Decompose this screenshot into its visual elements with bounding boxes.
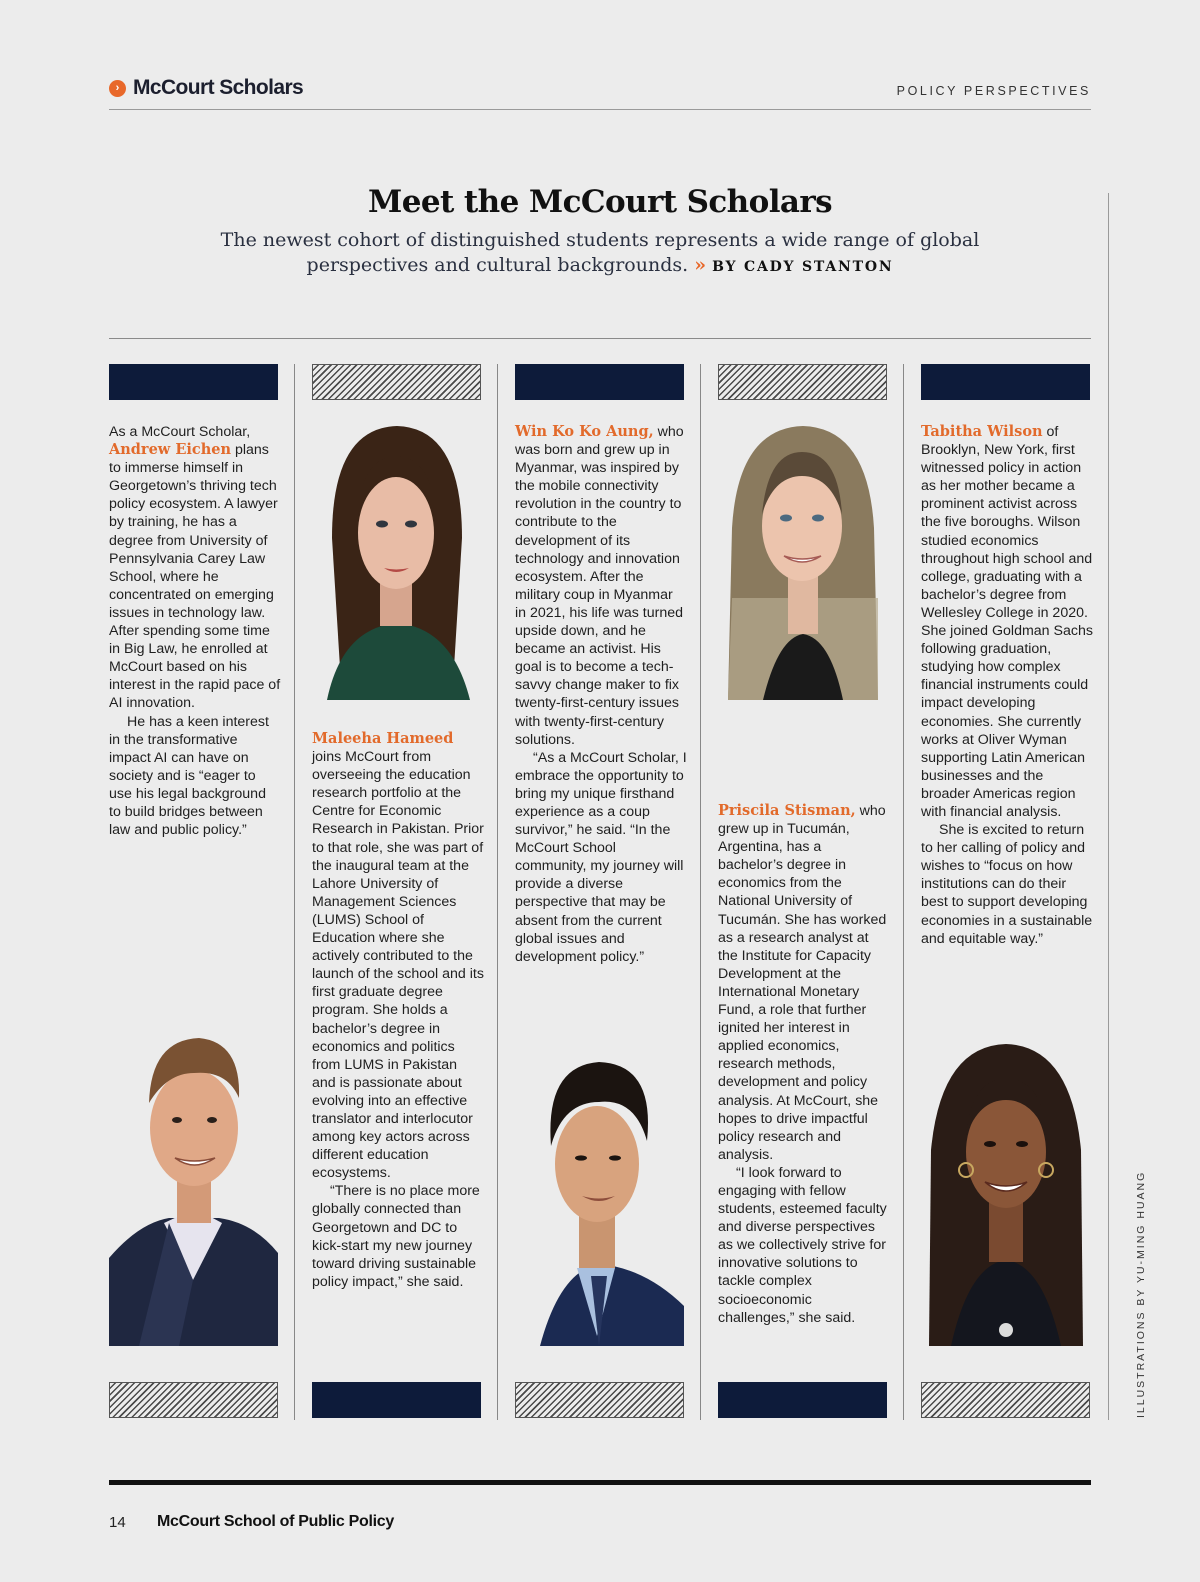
- portrait-tabitha-wilson: [921, 1040, 1090, 1346]
- bio-quote: “As a McCourt Scholar, I embrace the opportunity to bring my unique firsthand experience as a coup survivor,” he said. “In the McCourt School community, my journey will provide a diverse perspective that may be absent from the current global issues and development policy.”: [515, 749, 687, 965]
- bio-quote: She is excited to return to her calling of policy and wishes to “focus on how institutions can do their best to support developing economies in a sustainable and equitable way.”: [921, 822, 1093, 947]
- scholar-bio-win-ko-ko-aung: [515, 423, 687, 966]
- bio-quote: “I look forward to engaging with fellow students, esteemed faculty and diverse perspectives as we collectively strive for innovative solutions to tackle complex socioeconomic challenges,” she said.: [718, 1164, 887, 1326]
- column-bar-solid: [515, 364, 684, 400]
- column-divider: [903, 364, 904, 1420]
- column-bar-hatched: [109, 1382, 278, 1418]
- scholar-bio-andrew-eichen: [109, 423, 281, 839]
- right-margin-rule: [1108, 193, 1109, 1420]
- bio-text: plans to immerse himself in Georgetown’s thriving tech policy ecosystem. A lawyer by training, he has a degree from University of Pennsylvania Carey Law School, where he concentrated on emerging issues in technology law. After spending some time in Big Law, he enrolled at McCourt based on his interest in the rapid pace of AI innovation.: [109, 442, 281, 712]
- section-label: POLICY PERSPECTIVES: [896, 84, 1091, 98]
- portrait-andrew-eichen: [109, 1018, 278, 1346]
- column-divider: [497, 364, 498, 1420]
- scholar-name: Tabitha Wilson: [921, 423, 1043, 440]
- bio-lead-in: As a McCourt Scholar,: [109, 424, 251, 440]
- section-brand: [109, 76, 303, 100]
- scholar-name: Andrew Eichen: [109, 441, 232, 459]
- deck-marker: »: [694, 254, 707, 276]
- column-bar-hatched: [515, 1382, 684, 1418]
- scholar-name: Win Ko Ko Aung,: [515, 423, 654, 440]
- chevron-right-icon: ›: [109, 80, 126, 97]
- column-bar-solid: [921, 364, 1090, 400]
- column-bar-solid: [312, 1382, 481, 1418]
- section-brand-name: McCourt Scholars: [133, 76, 304, 99]
- portrait-maleeha-hameed: [312, 418, 481, 700]
- bio-quote: He has a keen interest in the transformative impact AI can have on society and is “eager to use his legal background to build bridges between law and public policy.”: [109, 713, 269, 839]
- article-title: Meet the McCourt Scholars: [368, 184, 832, 220]
- bio-text: who was born and grew up in Myanmar, was inspired by the mobile connectivity revolution in the country to contribute to the development of its technology and innovation ecosystem. After the military coup in Myanmar in 2021, his life was turned upside down, and he became an activist. His goal is to become a tech-savvy change maker to fix twenty-first-century issues with twenty-first-century solutions.: [515, 424, 684, 748]
- bio-text: of Brooklyn, New York, first witnessed policy in action as her mother became a prominent activist across the five boroughs. Wilson studied economics throughout high school and college, graduating with a bachelor’s degree from Wellesley College in 2020. She joined Goldman Sachs following graduation, studying how complex financial instruments could impact developing economies. She currently works at Oliver Wyman supporting Latin American businesses and the broader Americas region with financial analysis.: [921, 424, 1093, 820]
- scholar-name: Priscila Stisman,: [718, 802, 856, 819]
- bio-text: joins McCourt from overseeing the education research portfolio at the Centre for Economic Research in Pakistan. Prior to that role, she was part of the inaugural team at the Lahore University of Management Sciences (LUMS) School of Education where she actively contributed to the launch of the school and its first graduate degree program. She holds a bachelor’s degree in economics and politics from LUMS in Pakistan and is passionate about evolving into an effective translator and interlocutor among key actors across different education ecosystems.: [312, 749, 484, 1182]
- column-bar-hatched: [921, 1382, 1090, 1418]
- column-bar-solid: [109, 364, 278, 400]
- illustration-credit: ILLUSTRATIONS BY YU-MING HUANG: [1135, 1170, 1147, 1418]
- footer-rule: [109, 1480, 1091, 1485]
- publication-name: McCourt School of Public Policy: [157, 1513, 394, 1530]
- scholar-bio-priscila-stisman: [718, 802, 890, 1327]
- bio-text: who grew up in Tucumán, Argentina, has a bachelor’s degree in economics from the National University of Tucumán. She has worked as a research analyst at the Institute for Capacity Development at the International Monetary Fund, a role that further ignited her interest in applied economics, research methods, development and policy analysis. At McCourt, she hopes to drive impactful policy research and analysis.: [718, 803, 887, 1163]
- portrait-priscila-stisman: [718, 418, 887, 700]
- scholar-bio-tabitha-wilson: [921, 423, 1093, 948]
- portrait-win-ko-ko-aung: [515, 1036, 684, 1346]
- scholar-name: Maleeha Hameed: [312, 730, 454, 747]
- column-bar-hatched: [312, 364, 481, 400]
- column-divider: [700, 364, 701, 1420]
- article-deck: [200, 228, 1000, 280]
- bio-quote: “There is no place more globally connected than Georgetown and DC to kick-start my new journey toward driving sustainable policy impact,” she said.: [312, 1183, 480, 1290]
- byline: BY CADY STANTON: [712, 259, 894, 275]
- column-divider: [294, 364, 295, 1420]
- deck-text: The newest cohort of distinguished students represents a wide range of global perspectives and cultural backgrounds.: [220, 229, 980, 276]
- running-header: [109, 76, 1091, 110]
- scholar-bio-maleeha-hameed: [312, 730, 484, 1291]
- section-rule: [109, 338, 1091, 339]
- column-bar-hatched: [718, 364, 887, 400]
- page-number: 14: [109, 1514, 126, 1531]
- column-bar-solid: [718, 1382, 887, 1418]
